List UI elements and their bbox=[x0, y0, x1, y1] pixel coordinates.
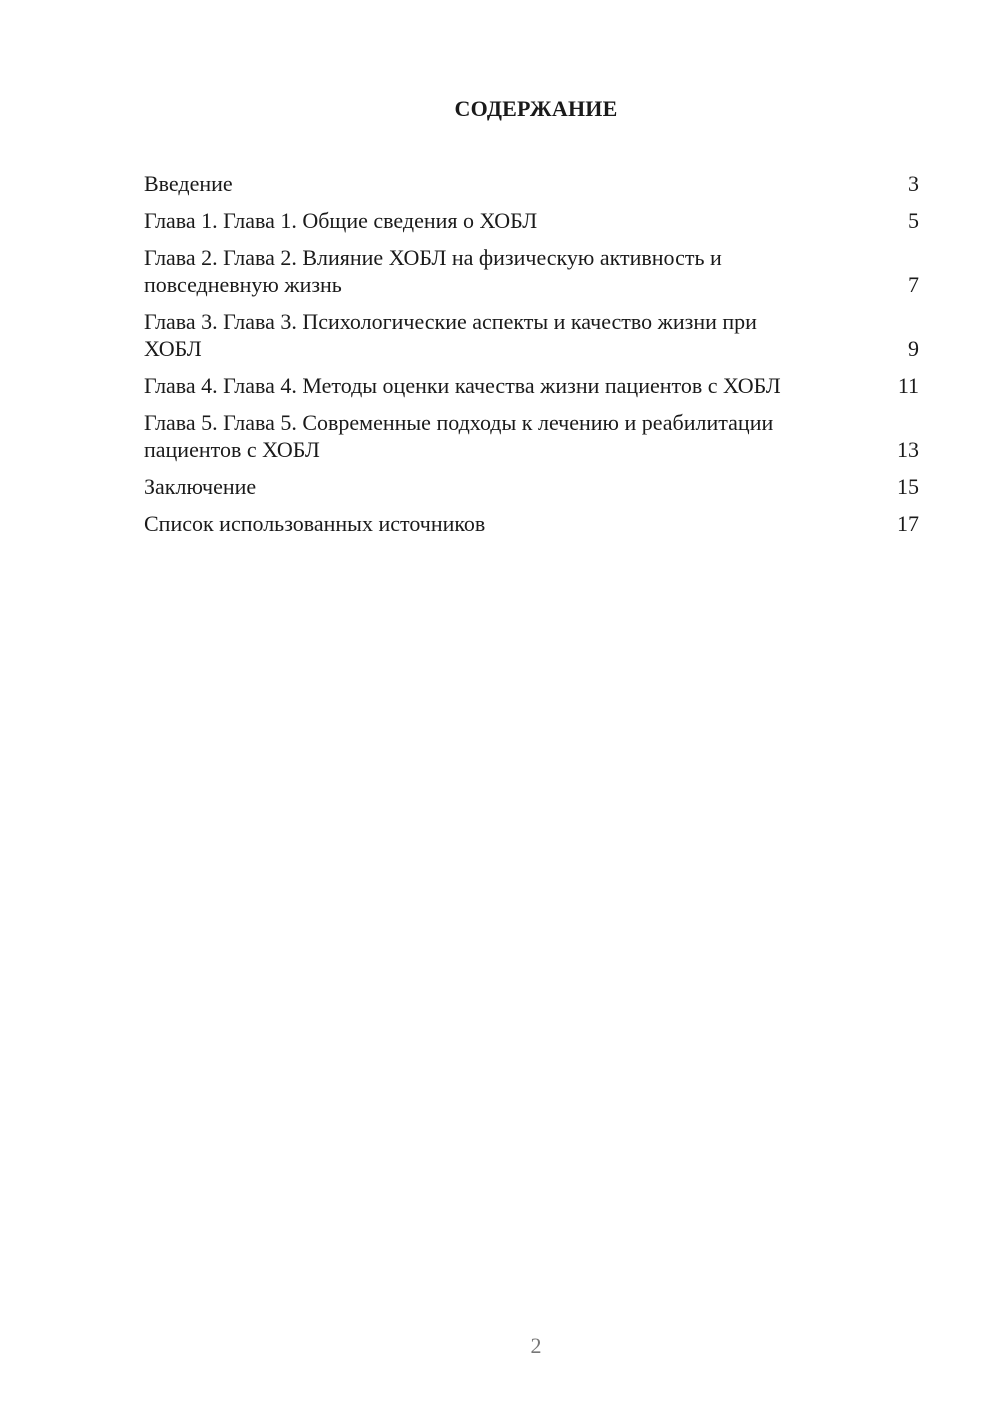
page-number: 2 bbox=[530, 1333, 542, 1358]
toc-entry-chapter-1 bbox=[144, 207, 919, 234]
toc-entry-chapter-5 bbox=[144, 409, 919, 463]
toc-entry-label: Глава 2. Глава 2. Влияние ХОБЛ на физическую активность и повседневную жизнь bbox=[144, 245, 722, 297]
toc-entry-page: 5 bbox=[908, 208, 919, 233]
toc-entry-label: Глава 4. Глава 4. Методы оценки качества жизни пациентов с ХОБЛ bbox=[144, 373, 781, 398]
toc-entry-chapter-3 bbox=[144, 308, 919, 362]
table-of-contents bbox=[144, 170, 919, 547]
toc-entry-introduction bbox=[144, 170, 919, 197]
toc-entry-page: 9 bbox=[908, 336, 919, 361]
toc-entry-label: Введение bbox=[144, 171, 233, 196]
toc-title: СОДЕРЖАНИЕ bbox=[454, 96, 618, 121]
toc-entry-page: 11 bbox=[897, 373, 919, 398]
toc-entry-page: 13 bbox=[897, 437, 919, 462]
toc-entry-conclusion bbox=[144, 473, 919, 500]
toc-entry-label: Список использованных источников bbox=[144, 511, 486, 536]
toc-entry-chapter-4 bbox=[144, 372, 919, 399]
toc-entry-chapter-2 bbox=[144, 244, 919, 298]
toc-entry-label: Глава 3. Глава 3. Психологические аспекты и качество жизни при ХОБЛ bbox=[144, 309, 757, 361]
toc-entry-page: 17 bbox=[897, 511, 919, 536]
toc-entry-label: Заключение bbox=[144, 474, 257, 499]
toc-entry-label: Глава 5. Глава 5. Современные подходы к лечению и реабилитации пациентов с ХОБЛ bbox=[144, 410, 774, 462]
toc-entry-page: 3 bbox=[908, 171, 919, 196]
toc-entry-label: Глава 1. Глава 1. Общие сведения о ХОБЛ bbox=[144, 208, 538, 233]
toc-entry-references bbox=[144, 510, 919, 537]
toc-entry-page: 15 bbox=[897, 474, 919, 499]
toc-entry-page: 7 bbox=[908, 272, 919, 297]
